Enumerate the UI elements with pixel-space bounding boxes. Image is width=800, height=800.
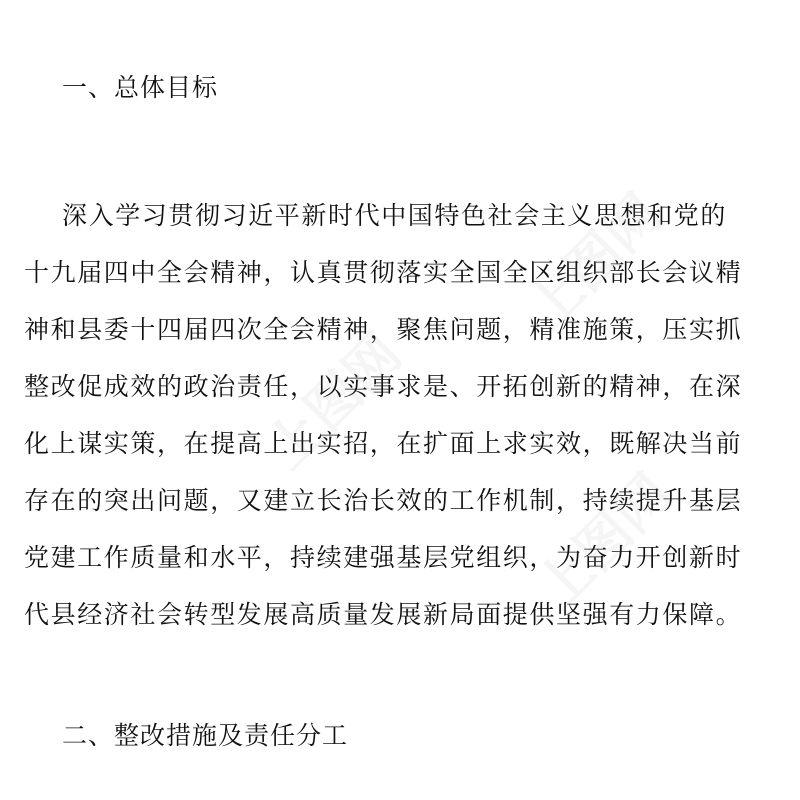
paragraph-line-7: 党建工作质量和水平，持续建强基层党组织，为奋力开创新时 <box>24 543 743 572</box>
paragraph-line-4: 整改促成效的政治责任，以实事求是、开拓创新的精神，在深 <box>24 372 743 401</box>
paragraph-line-2: 十九届四中全会精神，认真贯彻落实全国全区组织部长会议精 <box>24 258 743 287</box>
section-heading-rectification-measures: 二、整改措施及责任分工 <box>62 721 349 750</box>
section-heading-overall-goals: 一、总体目标 <box>62 73 219 102</box>
watermark-text: 上图网 <box>524 461 684 621</box>
watermark-text: 上图网 <box>254 321 414 481</box>
paragraph-line-6: 存在的突出问题，又建立长治长效的工作机制，持续提升基层 <box>24 486 743 515</box>
watermark-text: 上图网 <box>514 181 674 341</box>
paragraph-line-1: 深入学习贯彻习近平新时代中国特色社会主义思想和党的 <box>62 201 728 230</box>
paragraph-line-5: 化上谋实策，在提高上出实招，在扩面上求实效，既解决当前 <box>24 429 743 458</box>
paragraph-line-3: 神和县委十四届四次全会精神，聚焦问题，精准施策，压实抓 <box>24 315 743 344</box>
paragraph-line-8: 代县经济社会转型发展高质量发展新局面提供坚强有力保障。 <box>24 600 743 629</box>
